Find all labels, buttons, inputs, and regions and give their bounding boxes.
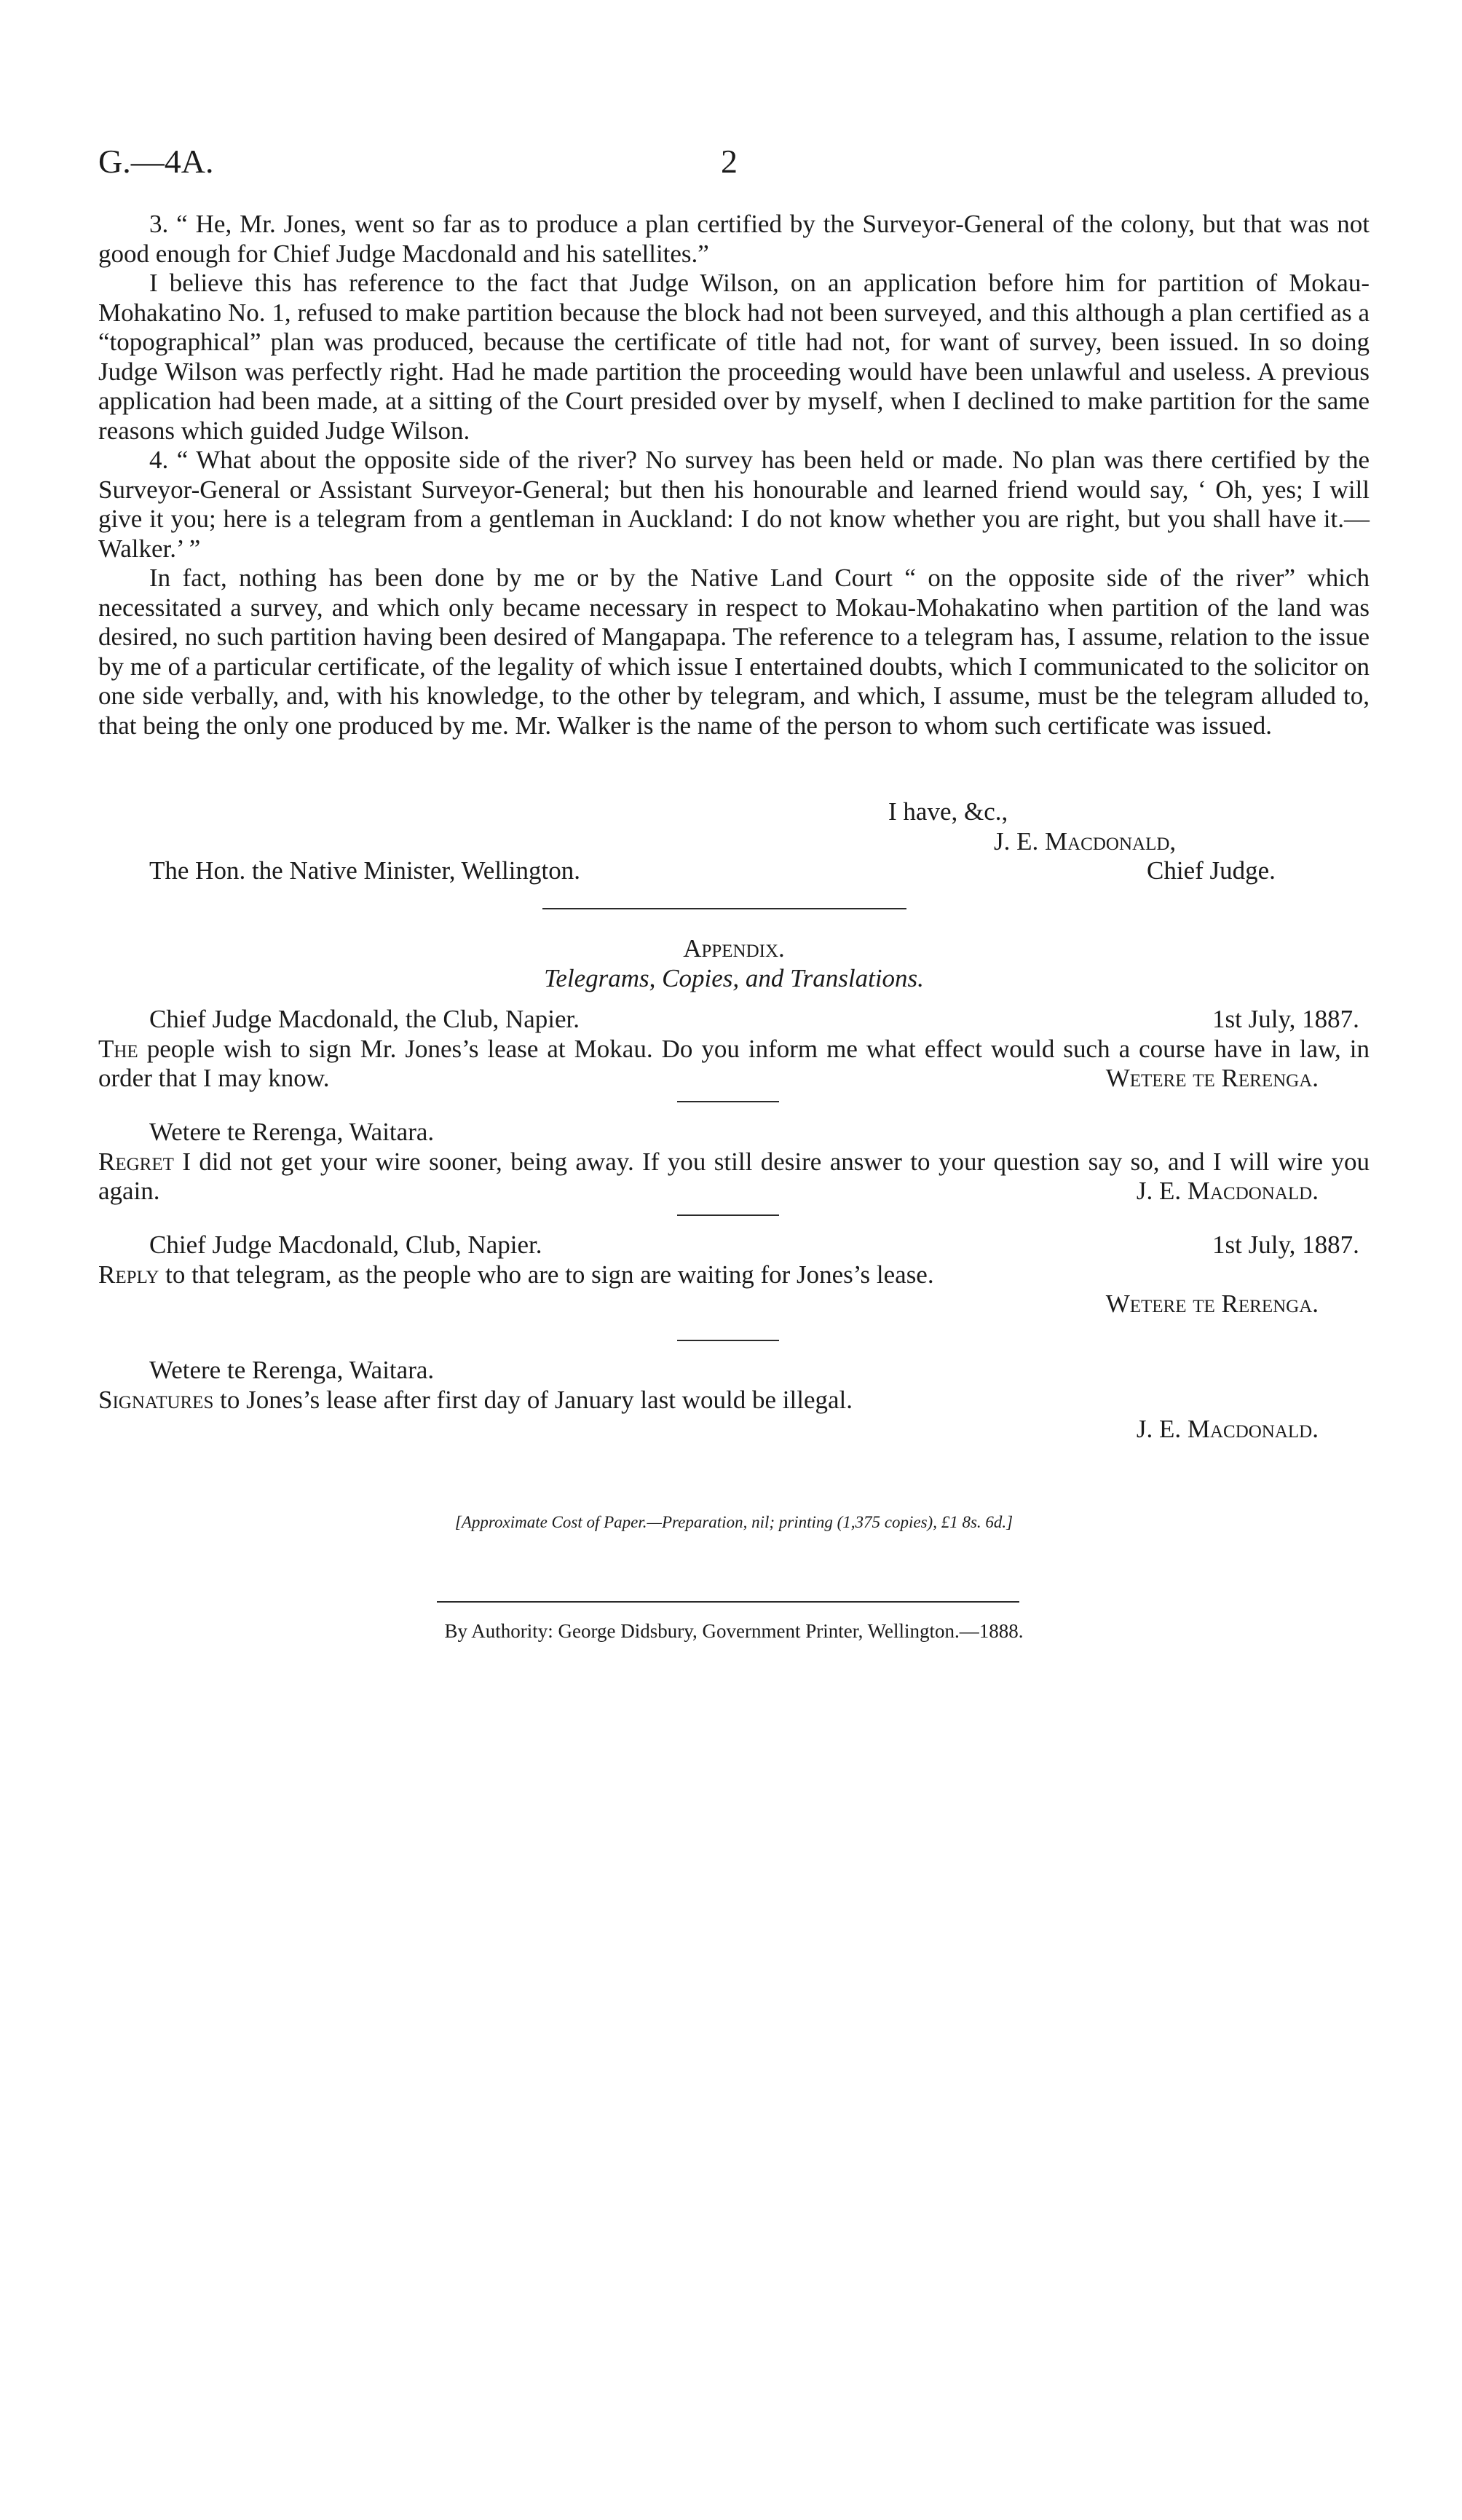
telegram-sender: J. E. Macdonald. [1136,1177,1319,1205]
telegram-lead: Regret [98,1147,174,1176]
telegram-sender: J. E. Macdonald. [1136,1415,1319,1443]
telegram-divider [677,1101,779,1102]
printer-imprint: By Authority: George Didsbury, Government Printer, Wellington.—1888. [444,1620,1024,1642]
telegram-lead: Reply [98,1260,159,1289]
telegram-date: 1st July, 1887. [1212,1231,1359,1259]
signatory-name: J. E. Macdonald, [994,826,1177,856]
telegram-date: 1st July, 1887. [1212,1005,1359,1033]
telegram-recipient: Chief Judge Macdonald, Club, Napier. [149,1231,542,1259]
section-divider [542,908,906,909]
paragraph: I believe this has reference to the fact that Judge Wilson, on an application before him for partition of Mokau-Mohakatino No. 1, refused to make partition because the block had not been surveyed, and this although a plan certified as a “topographical” plan was produced, because the certificate of title had not, for want of survey, been issued. In so doing Judge Wilson was perfectly right. Had he made partition the proceeding would have been unlawful and useless. A previous application had been made, at a sitting of the Court presided over by myself, when I declined to make partition for the same reasons which guided Judge Wilson. [98,269,1370,445]
imprint-divider [437,1601,1019,1603]
paragraph: 4. “ What about the opposite side of the river? No survey has been held or made. No plan was there certified by the Surveyor-General or Assistant Surveyor-General; but then his honourable and learned friend would say, ‘ Oh, yes; I will give it you; here is a telegram from a gentleman in Auckland: I do not know whether you are right, but you shall have it.—Walker.’ ” [98,446,1370,563]
telegram [98,1356,1370,1445]
signatory-title: Chief Judge. [1147,856,1276,885]
telegram-recipient: Chief Judge Macdonald, the Club, Napier. [149,1005,580,1033]
telegram-body: to that telegram, as the people who are to sign are waiting for Jones’s lease. [165,1260,934,1289]
document-reference: G.—4A. [98,143,214,180]
addressee: The Hon. the Native Minister, Wellington. [149,856,580,885]
appendix-subheading: Telegrams, Copies, and Translations. [544,964,924,992]
body-text [98,210,1370,740]
page-number: 2 [721,143,738,180]
telegram-sender: Wetere te Rerenga. [1105,1064,1319,1092]
telegram-sender: Wetere te Rerenga. [1105,1289,1319,1318]
paragraph: In fact, nothing has been done by me or by the Native Land Court “ on the opposite side of the river” which necessitated a survey, and which only became necessary in respect to Mokau-Mohakatino when partition of the land was desired, no such partition having been desired of Mangapapa. The reference to a telegram has, I assume, relation to the issue by me of a particular certificate, of the legality of which issue I entertained doubts, which I communicated to the solicitor on one side verbally, and, with his knowledge, to the other by telegram, and which, I assume, must be the telegram alluded to, that being the only one produced by me. Mr. Walker is the name of the person to whom such certificate was issued. [98,564,1370,740]
paragraph: 3. “ He, Mr. Jones, went so far as to produce a plan certified by the Surveyor-General of the colony, but that was not good enough for Chief Judge Macdonald and his satellites.” [98,210,1370,268]
telegram-body: I did not get your wire sooner, being away. If you still desire answer to your question say so, and I will wire you again. [98,1147,1370,1205]
telegram-recipient: Wetere te Rerenga, Waitara. [149,1356,435,1384]
appendix-heading: Appendix. [683,934,785,963]
telegram-recipient: Wetere te Rerenga, Waitara. [149,1118,435,1146]
telegram-lead: The [98,1034,138,1063]
telegram-divider [677,1340,779,1341]
telegram [98,1118,1370,1206]
telegram-divider [677,1214,779,1216]
telegram-body: to Jones’s lease after first day of January last would be illegal. [220,1385,853,1414]
telegram [98,1005,1370,1094]
closing-salutation: I have, &c., [888,797,1008,826]
cost-note: [Approximate Cost of Paper.—Preparation, nil; printing (1,375 copies), £1 8s. 6d.] [454,1513,1013,1531]
telegram-body: people wish to sign Mr. Jones’s lease at Mokau. Do you inform me what effect would such a course have in law, in order that I may know. [98,1034,1370,1092]
telegram [98,1231,1370,1319]
letter-closing [98,797,1370,886]
telegram-lead: Signatures [98,1385,214,1414]
